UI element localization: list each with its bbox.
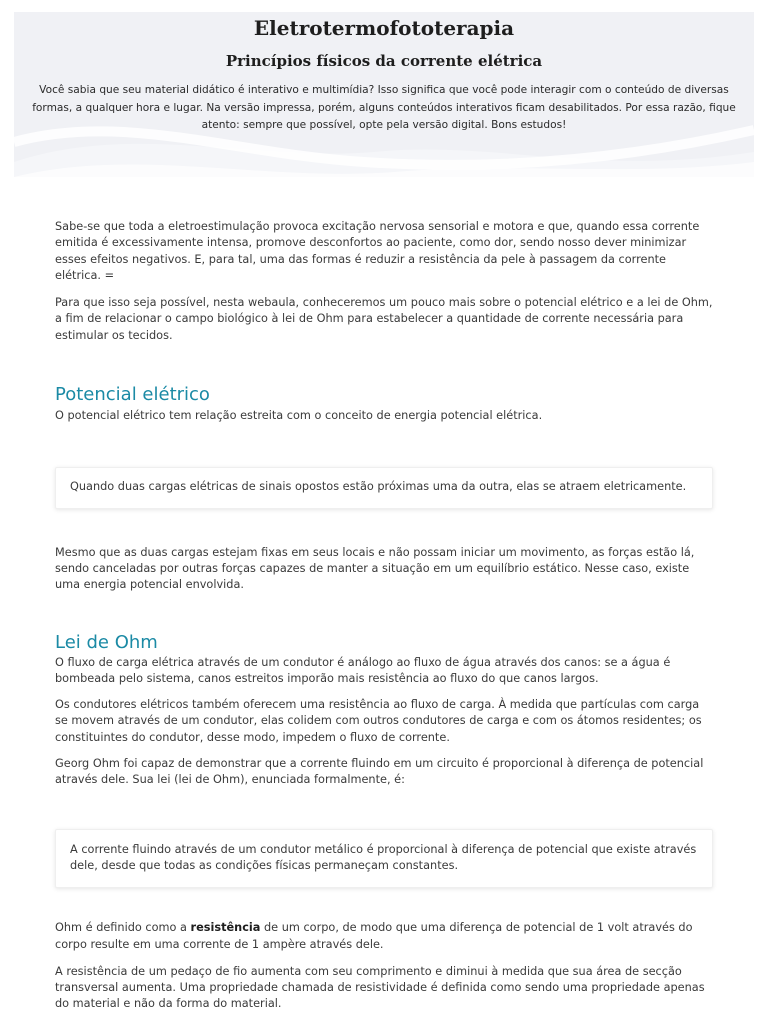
potencial-paragraph-2: Mesmo que as duas cargas estejam fixas em seus locais e não possam iniciar um movimento, as forças estão lá, sendo canceladas por outras forças capazes de manter a situação em um equilíbrio estático. Nesse caso, existe uma energia potencial envolvida. <box>55 545 695 592</box>
intro-paragraph-2: Para que isso seja possível, nesta webaula, conheceremos um pouco mais sobre o potencial elétrico e a lei de Ohm, a fim de relacionar o campo biológico à lei de Ohm para estabelecer a quantidade de corrente necessária para estimular os tecidos. <box>55 296 713 342</box>
ohm-paragraph-1: O fluxo de carga elétrica através de um condutor é análogo ao fluxo de água através dos canos: se a água é bombeada pelo sistema, canos estreitos imporão mais resistência ao fluxo do que canos largos. <box>55 655 671 685</box>
intro-notice: Você sabia que seu material didático é interativo e multimídia? Isso significa que você pode interagir com o conteúdo de diversas formas, a qualquer hora e lugar. Na versão impressa, porém, alguns conteúdos interativos ficam desabilitados. Por essa razão, fique atento: sempre que possível, opte pela versão digital. Bons estudos! <box>32 84 736 131</box>
section-heading-ohm: Lei de Ohm <box>55 631 158 653</box>
ohm-p4-bold-resistencia: resistência <box>190 921 261 935</box>
ohm-paragraph-2: Os condutores elétricos também oferecem uma resistência ao fluxo de carga. À medida que partículas com carga se movem através de um condutor, elas colidem com outros condutores de carga e com os átomos residentes; os constituintes do condutor, desse modo, impedem o fluxo de corrente. <box>55 698 702 744</box>
page-title: Eletrotermofototerapia <box>253 16 515 40</box>
page <box>0 12 768 1024</box>
main-content <box>55 219 713 1013</box>
callout-text-cargas: Quando duas cargas elétricas de sinais opostos estão próximas uma da outra, elas se atraem eletricamente. <box>70 480 687 494</box>
section-heading-potencial: Potencial elétrico <box>55 384 210 406</box>
callout-box-ohm-law <box>55 829 713 889</box>
hero-banner <box>14 12 754 177</box>
ohm-paragraph-4 <box>55 920 713 953</box>
ohm-p4-start: Ohm é definido como a <box>55 921 191 935</box>
potencial-paragraph-1: O potencial elétrico tem relação estreita com o conceito de energia potencial elétrica. <box>55 409 543 423</box>
page-subtitle: Princípios físicos da corrente elétrica <box>225 52 543 70</box>
callout-text-ohm-law: A corrente fluindo através de um condutor metálico é proporcional à diferença de potencial que existe através dele, desde que todas as condições físicas permaneçam constantes. <box>70 842 697 872</box>
callout-box-cargas <box>55 467 713 508</box>
ohm-paragraph-3: Georg Ohm foi capaz de demonstrar que a corrente fluindo em um circuito é proporcional à diferença de potencial através dele. Sua lei (lei de Ohm), enunciada formalmente, é: <box>55 757 704 787</box>
ohm-p4-end: de um corpo, de modo que uma diferença de potencial de 1 volt através do corpo resulte em uma corrente de 1 ampère através dele. <box>55 921 693 951</box>
intro-paragraph-1: Sabe-se que toda a eletroestimulação provoca excitação nervosa sensorial e motora e que, quando essa corrente emitida é excessivamente intensa, promove desconfortos ao paciente, como dor, sendo nosso dever minimizar esses efeitos negativos. E, para tal, uma das formas é reduzir a resistência da pele à passagem da corrente elétrica. = <box>55 220 700 282</box>
ohm-paragraph-5: A resistência de um pedaço de fio aumenta com seu comprimento e diminui à medida que sua área de secção transversal aumenta. Uma propriedade chamada de resistividade é definida como sendo uma propriedade apenas do material e não da forma do material. <box>55 964 705 1011</box>
